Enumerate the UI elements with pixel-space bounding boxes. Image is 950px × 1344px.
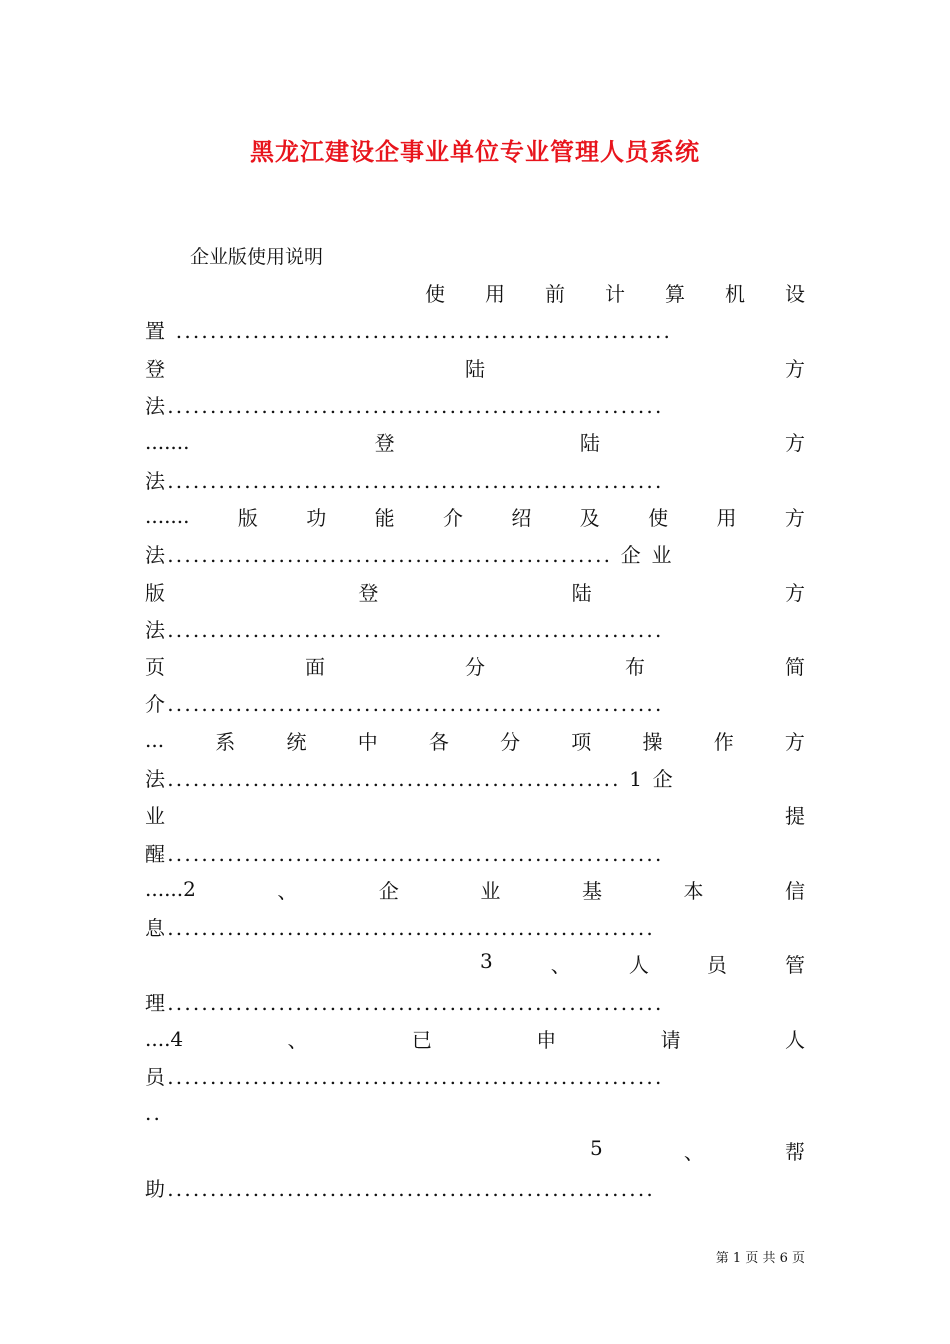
table-of-contents: [145, 274, 805, 1206]
toc-text: 5: [590, 1135, 603, 1160]
toc-text: 分: [500, 729, 521, 754]
toc-text: 用: [716, 505, 737, 530]
toc-line: [145, 572, 805, 609]
toc-text: 业: [480, 878, 501, 903]
toc-line: [145, 386, 805, 423]
toc-text: 方: [784, 505, 805, 530]
toc-text: 页: [145, 655, 165, 680]
toc-line: [145, 1057, 805, 1094]
toc-text: 系: [215, 729, 236, 754]
toc-line: [145, 908, 805, 945]
page-footer: 第 1 页 共 6 页: [715, 1251, 805, 1266]
toc-line: [145, 274, 805, 311]
toc-text: 方: [784, 580, 805, 605]
toc-text: .......: [145, 504, 190, 529]
document-title: 黑龙江建设企事业单位专业管理人员系统: [250, 137, 700, 166]
toc-text: 申: [536, 1028, 557, 1053]
toc-text: 帮: [784, 1139, 805, 1164]
toc-text: 登: [145, 356, 165, 381]
toc-text: 方: [784, 729, 805, 754]
toc-text: 请: [660, 1028, 681, 1053]
toc-text: 员..........................................................: [145, 1065, 664, 1090]
toc-text: 基: [581, 878, 602, 903]
toc-text: 、: [550, 953, 571, 978]
toc-text: 版: [145, 580, 165, 605]
toc-text: 分: [465, 655, 485, 680]
toc-text: 理..........................................................: [145, 990, 664, 1015]
toc-text: 人: [784, 1028, 805, 1053]
toc-line: [145, 796, 805, 833]
toc-text: ....4: [145, 1026, 184, 1051]
toc-text: ...: [145, 728, 165, 753]
document-subtitle: 企业版使用说明: [190, 246, 324, 268]
toc-text: 算: [665, 282, 685, 307]
toc-text: 面: [305, 655, 325, 680]
toc-line: [145, 535, 805, 572]
toc-line: [145, 349, 805, 386]
toc-line: [145, 460, 805, 497]
toc-text: 醒..........................................................: [145, 841, 664, 866]
toc-text: 操: [642, 729, 663, 754]
toc-text: 法..........................................................: [145, 394, 664, 419]
toc-text: 法..................................................... 1 企: [145, 767, 675, 791]
toc-text: 布: [625, 655, 645, 680]
toc-line: [145, 871, 805, 908]
toc-text: 登: [358, 580, 379, 605]
toc-text: 绍: [511, 505, 532, 530]
toc-text: 及: [579, 505, 600, 530]
toc-line: [145, 1095, 805, 1132]
toc-text: 计: [605, 282, 625, 307]
toc-text: 统: [286, 729, 307, 754]
toc-text: 置 ..........................................................: [145, 319, 673, 344]
toc-text: 登: [374, 431, 395, 456]
toc-text: 介..........................................................: [145, 692, 664, 717]
toc-text: 企: [378, 878, 399, 903]
toc-text: 机: [725, 282, 745, 307]
toc-text: .......: [145, 429, 190, 454]
toc-line: [145, 610, 805, 647]
toc-line: [145, 498, 805, 535]
toc-text: 本: [683, 878, 704, 903]
toc-text: 项: [571, 729, 592, 754]
toc-text: 管: [784, 953, 805, 978]
toc-text: 3: [480, 949, 493, 974]
toc-text: 信: [784, 878, 805, 903]
toc-text: 法..........................................................: [145, 617, 664, 642]
toc-text: 员: [706, 953, 727, 978]
toc-text: 、: [683, 1139, 704, 1164]
toc-text: 中: [357, 729, 378, 754]
toc-text: 息.........................................................: [145, 916, 655, 941]
toc-line: [145, 1132, 805, 1169]
toc-text: 设: [785, 282, 805, 307]
toc-line: [145, 311, 805, 348]
toc-text: 版: [237, 505, 258, 530]
toc-text: 功: [306, 505, 327, 530]
toc-text: 人: [628, 953, 649, 978]
toc-text: 各: [428, 729, 449, 754]
toc-text: 作: [713, 729, 734, 754]
toc-text: 、: [277, 878, 298, 903]
toc-line: [145, 759, 805, 796]
toc-text: 介: [443, 505, 464, 530]
toc-text: 助.........................................................: [145, 1177, 655, 1202]
toc-text: 方: [784, 431, 805, 456]
toc-text: 法..........................................................: [145, 468, 664, 493]
toc-text: 用: [485, 282, 505, 307]
toc-text: 方: [785, 356, 805, 381]
toc-text: 、: [287, 1028, 308, 1053]
toc-line: [145, 423, 805, 460]
toc-text: 提: [785, 804, 805, 829]
toc-text: 前: [545, 282, 565, 307]
toc-line: [145, 647, 805, 684]
toc-text: 法.................................................... 企 业: [145, 543, 674, 568]
toc-line: [145, 983, 805, 1020]
toc-text: 使: [425, 282, 445, 307]
toc-line: [145, 1169, 805, 1206]
toc-text: 已: [411, 1028, 432, 1053]
toc-text: 陆: [465, 356, 485, 381]
toc-line: [145, 684, 805, 721]
toc-line: [145, 833, 805, 870]
toc-text: 使: [648, 505, 669, 530]
toc-text: ......2: [145, 877, 196, 902]
toc-text: 陆: [571, 580, 592, 605]
toc-text: 简: [785, 655, 805, 680]
toc-text: 陆: [579, 431, 600, 456]
toc-line: [145, 722, 805, 759]
toc-text: ..: [145, 1101, 163, 1126]
toc-line: [145, 1020, 805, 1057]
toc-line: [145, 945, 805, 982]
toc-text: 能: [374, 505, 395, 530]
toc-text: 业: [145, 804, 165, 829]
